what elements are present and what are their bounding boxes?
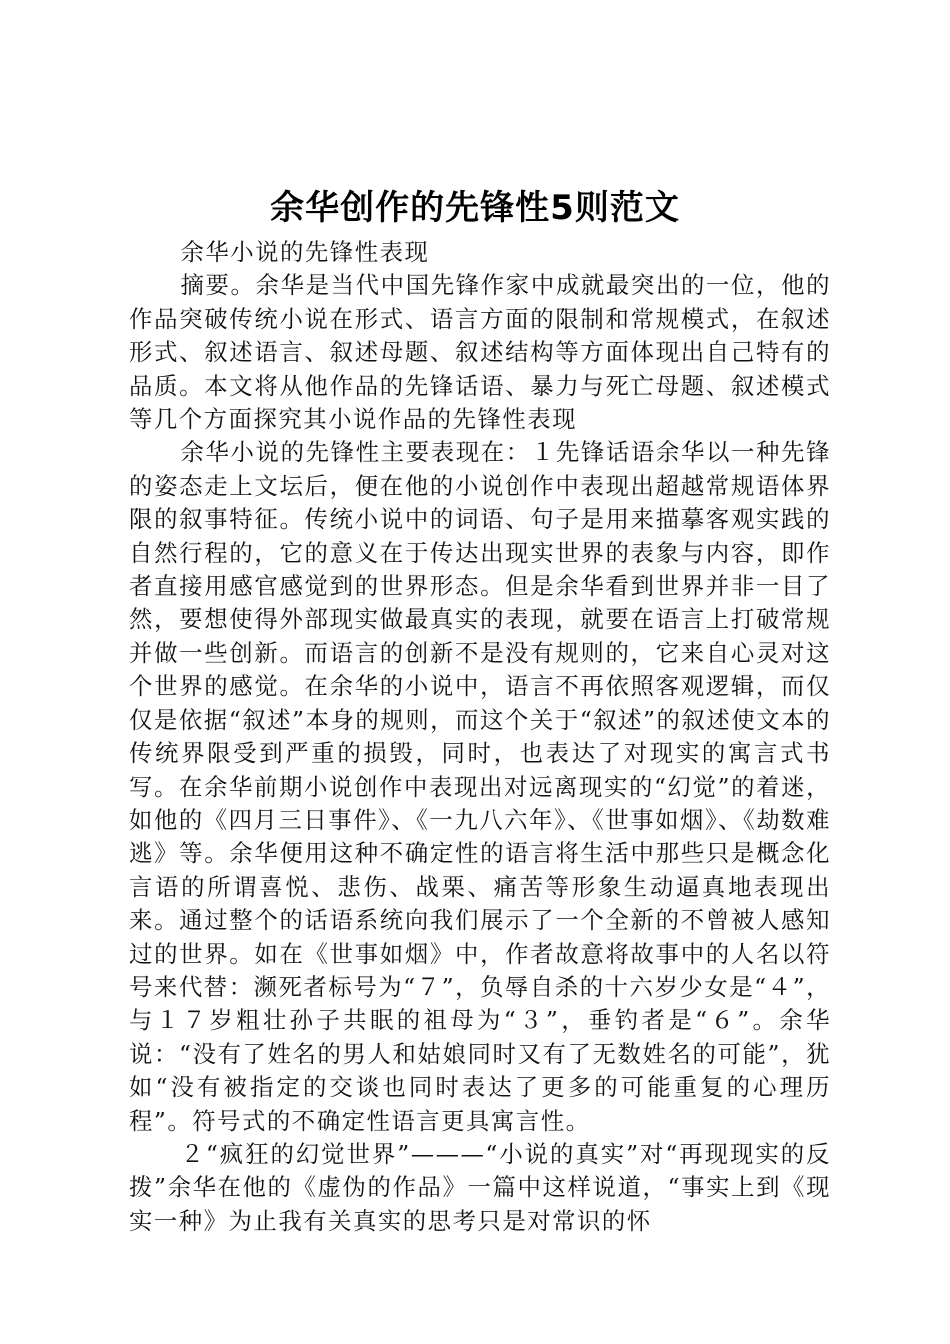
abstract-paragraph: 摘要。余华是当代中国先锋作家中成就最突出的一位，他的作品突破传统小说在形式、语言方面的限制和常规模式，在叙述形式、叙述语言、叙述母题、叙述结构等方面体现出自己特有的品质。本文将从他作品的先锋话语、暴力与死亡母题、叙述模式等几个方面探究其小说作品的先锋性表现 (129, 271, 831, 434)
document-title: 余华创作的先锋性5则范文 (270, 188, 680, 228)
document-body (129, 236, 831, 1238)
body-paragraph: 余华小说的先锋性主要表现在：１先锋话语余华以一种先锋的姿态走上文坛后，便在他的小说创作中表现出超越常规语体界限的叙事特征。传统小说中的词语、句子是用来描摹客观实践的自然行程的，它的意义在于传达出现实世界的表象与内容，即作者直接用感官感觉到的世界形态。但是余华看到世界并非一目了然，要想使得外部现实做最真实的表现，就要在语言上打破常规并做一些创新。而语言的创新不是没有规则的，它来自心灵对这个世界的感觉。在余华的小说中，语言不再依照客观逻辑，而仅仅是依据“叙述”本身的规则，而这个关于“叙述”的叙述使文本的传统界限受到严重的损毁，同时，也表达了对现实的寓言式书写。在余华前期小说创作中表现出对远离现实的“幻觉”的着迷，如他的《四月三日事件》、《一九八六年》、《世事如烟》、《劫数难逃》等。余华便用这种不确定性的语言将生活中那些只是概念化言语的所谓喜悦、悲伤、战栗、痛苦等形象生动逼真地表现出来。通过整个的话语系统向我们展示了一个全新的不曾被人感知过的世界。如在《世事如烟》中，作者故意将故事中的人名以符号来代替：濒死者标号为“７”，负辱自杀的十六岁少女是“４”，与１７岁粗壮孙子共眠的祖母为“３”，垂钓者是“６”。余华说：“没有了姓名的男人和姑娘同时又有了无数姓名的可能”，犹如“没有被指定的交谈也同时表达了更多的可能重复的心理历程”。符号式的不确定性语言更具寓言性。 (129, 438, 831, 1135)
section-heading: 余华小说的先锋性表现 (180, 238, 430, 266)
body-paragraph: ２“疯狂的幻觉世界”———“小说的真实”对“再现现实的反拨”余华在他的《虚伪的作品》一篇中这样说道，“事实上到《现实一种》为止我有关真实的思考只是对常识的怀 (129, 1139, 831, 1235)
